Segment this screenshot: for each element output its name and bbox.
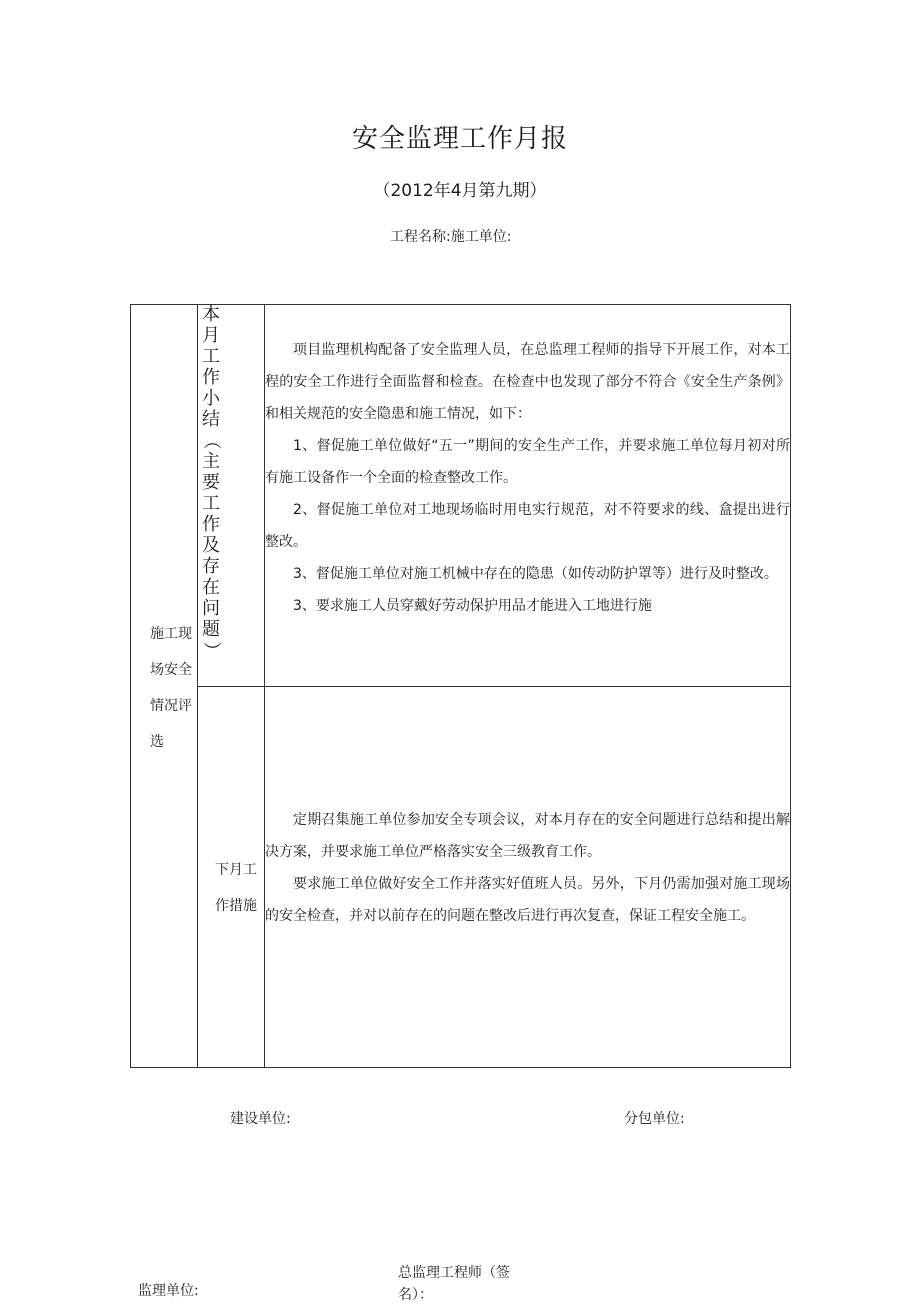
vertical-label-char: 在 — [202, 577, 220, 598]
content-paragraph: 3、要求施工人员穿戴好劳动保护用品才能进入工地进行施 — [293, 598, 652, 614]
report-title: 安全监理工作月报 — [351, 124, 568, 154]
content-paragraph: 定期召集施工单位参加安全专项会议，对本月存在的安全问题进行总结和提出解决方案，并要求施工单位严格落实安全三级教育工作。 — [265, 812, 790, 860]
project-info-line: 工程名称:施工单位: — [390, 229, 512, 245]
signature-chief-engineer: 总监理工程师（签名）： — [398, 1265, 510, 1303]
table-row-divider — [197, 686, 791, 687]
vertical-label-char: ） — [200, 641, 222, 660]
vertical-label-char: 及 — [202, 535, 220, 556]
vertical-label-char: 月 — [202, 325, 220, 346]
vertical-label-char: 工 — [202, 493, 220, 514]
vertical-label-char: 主 — [202, 451, 220, 472]
vertical-label-char: 问 — [202, 598, 220, 619]
content-paragraph: 1、督促施工单位做好“五一”期间的安全生产工作，并要求施工单位每月初对所有施工设备作一个全面的检查整改工作。 — [265, 438, 790, 486]
vertical-label-char: 要 — [202, 472, 220, 493]
vertical-label-char: 工 — [202, 346, 220, 367]
content-paragraph: 3、督促施工单位对施工机械中存在的隐患（如传动防护罩等）进行及时整改。 — [293, 566, 778, 582]
content-paragraph: 项目监理机构配备了安全监理人员，在总监理工程师的指导下开展工作，对本工程的安全工作进行全面监督和检查。在检查中也发现了部分不符合《安全生产条例》和相关规范的安全隐患和施工情况，如下： — [265, 342, 790, 422]
section-monthly-summary — [265, 334, 790, 622]
row-label-site-safety: 施工现场安全情况评选 — [150, 626, 192, 750]
vertical-label-char: 结 — [202, 409, 220, 430]
vertical-label-char: （ — [200, 431, 222, 450]
section-label-next-month: 下月工作措施 — [215, 862, 257, 914]
signature-owner: 建设单位: — [230, 1111, 291, 1127]
section-next-month-measures — [265, 804, 790, 932]
signature-supervisor-unit: 监理单位: — [138, 1283, 199, 1299]
vertical-label-char: 存 — [202, 556, 220, 577]
content-paragraph: 2、督促施工单位对工地现场临时用电实行规范，对不符要求的线、盒提出进行整改。 — [265, 502, 790, 550]
section-label-monthly-summary — [198, 304, 224, 661]
signature-subcontractor: 分包单位: — [624, 1111, 685, 1127]
vertical-label-char: 题 — [202, 619, 220, 640]
content-paragraph: 要求施工单位做好安全工作并落实好值班人员。另外，下月仍需加强对施工现场的安全检查，并对以前存在的问题在整改后进行再次复查，保证工程安全施工。 — [265, 876, 790, 924]
vertical-label-char: 小 — [202, 388, 220, 409]
vertical-label-char: 本 — [202, 304, 220, 325]
vertical-label-char: 作 — [202, 367, 220, 388]
report-period: （2012年4月第九期） — [373, 181, 547, 201]
vertical-label-char: 作 — [202, 514, 220, 535]
